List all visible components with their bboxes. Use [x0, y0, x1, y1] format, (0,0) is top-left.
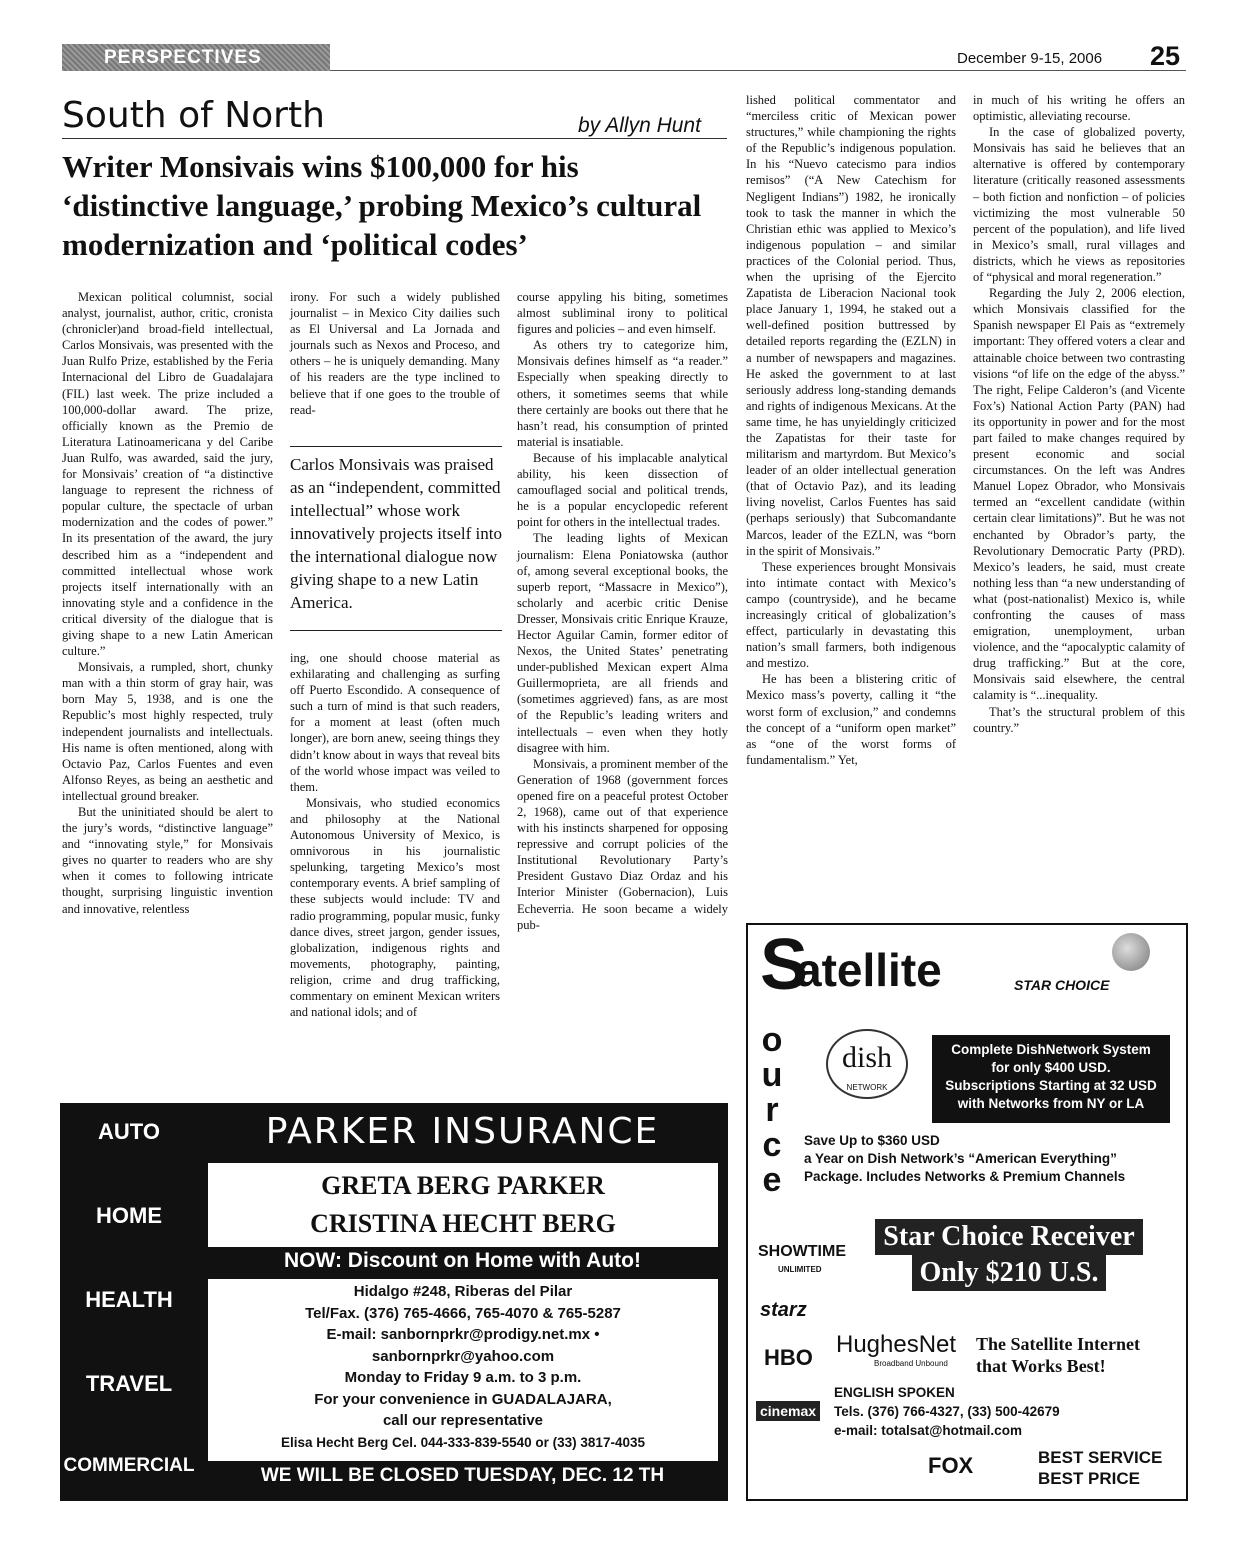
star-choice-logo: STAR CHOICE — [1014, 977, 1110, 993]
category-home: HOME — [96, 1203, 162, 1228]
paragraph: As others try to categorize him, Monsivais defines himself as “a reader.” Especially when speaking directly to others, it sometimes seems that while there certainly are books out there that he hasn’t read, his consumption of printed material is insatiable. — [517, 338, 728, 449]
paragraph: lished political commentator and “merciless critic of Mexican power structures,” while championing the rights of the Republic’s indigenous population. In his “Nuevo catecismo para indios remisos” (“A New Catechism for Negligent Indians”) 1982, he ironically took to task the manner in which the Christian ethic was applied to Mexico’s indigenous population – and similar practices of the Colonial period. Thus, when the uprising of the Ejercito Zapatista de Liberacion Nacional took place January 1, 1994, he staked out a well-defined position buttressed by detailed reports regarding the (EZLN) in a number of newspapers and magazines. He asked the government to at last seriously address long-standing demands and rights of indigenous Mexicans. At the same time, he has unyieldingly criticized the Zapatistas for their taste for militarism and martyrdom. But Mexico’s leader of an older intellectual generation (that of Octavio Paz), and its leading living novelist, Carlos Fuentes has said (perhaps seriously) that Subcomandante Marcos, leader of the EZLN, was “born in the spirit of Monsivais.” — [746, 93, 956, 558]
tagline-line: that Works Best! — [976, 1356, 1106, 1376]
address: Hidalgo #248, Riberas del Pilar — [353, 1283, 573, 1300]
agent-names — [208, 1163, 718, 1247]
convenience-note: For your convenience in GUADALAJARA, — [314, 1390, 612, 1408]
paragraph: Regarding the July 2, 2006 election, which Monsivais classified for the Spanish newspaper El Pais as “extremely important: They offered voters a clear and attainable choice between two contrasting visions “of life on the edge of the abyss.” The right, Felipe Calderon’s (and Vicente Fox’s) National Action Party (PAN) had its opportunity in power and for the most part failed to make changes required by present economic and social circumstances. On the left was Andres Manuel Lopez Obrador, who Monsivais termed an “excellent candidate (within certain clear limitations)”. But he was not enchanted by Obrador’s party, the Revolutionary Democratic Party (PRD). Mexico’s leaders, he said, must create nothing less than “a new understanding of what (post-nationalist) Mexico is, while confronting the causes of mass emigration, unemployment, urban violence, and the “apocalyptic calamity of drug trafficking.” But at the core, Monsivais said elsewhere, the central calamity is “...inequality. — [973, 286, 1185, 703]
dish-offer-box — [932, 1035, 1170, 1123]
hughesnet-logo: HughesNet — [836, 1331, 957, 1358]
paragraph: Because of his implacable analytical ability, his keen dissection of camouflaged social and political trends, he is a popular encyclopedic referent point for others in the intellectual trades. — [517, 450, 728, 530]
satellite-source-ad — [746, 923, 1188, 1501]
letter: e — [762, 1161, 782, 1199]
paragraph: The leading lights of Mexican journalism: Elena Poniatowska (author of, among several exceptional books, the superb report, “Massacre in Mexico”), scholarly and acerbic critic Denise Dresser, Monsivais critic Enrique Krauze, Hector Aguilar Camin, former editor of Nexos, the United States’ penetrating under-published Mexican expert Alma Guillermoprieta, are all friends and (sometimes aggrieved) fans, as are most of the Republic’s leading writers and intellectuals – even when they hotly disagree with him. — [517, 531, 728, 755]
paragraph: Mexican political columnist, social analyst, journalist, author, critic, cronista (chronicler)and broad-field intellectual, Carlos Monsivais, was presented with the Juan Rulfo Prize, established by the Feria Internacional del Libro de Guadalajara (FIL) last week. The prize included a 100,000-dollar award. The prize, officially known as the Premio de Literatura Latinoamericana y del Caribe Juan Rulfo, was awarded, said the jury, for Monsivais’ creation of “a distinctive language to represent the richness of popular culture, the spectacle of urban modernization and the codes of power.” In its presentation of the award, the jury described him as a “independent and committed intellectual whose work projects itself internationally with an innovating style and a confidence in the critical diversity of the dialogue that is giving shape to a new Latin American culture.” — [62, 290, 273, 659]
internet-tagline — [976, 1333, 1176, 1377]
header-rule — [330, 70, 1186, 71]
article-column-3 — [517, 289, 728, 933]
receiver-price: Only $210 U.S. — [912, 1255, 1107, 1291]
article-column-5 — [973, 92, 1185, 736]
closed-notice: WE WILL BE CLOSED TUESDAY, DEC. 12 TH — [260, 1465, 665, 1486]
phone: Tels. (376) 766-4327, (33) 500-42679 — [834, 1404, 1060, 1419]
paragraph: in much of his writing he offers an optimistic, alleviating recourse. — [973, 93, 1185, 124]
email: e-mail: totalsat@hotmail.com — [834, 1423, 1022, 1438]
receiver-offer — [870, 1219, 1148, 1299]
email: E-mail: sanbornprkr@prodigy.net.mx • — [326, 1326, 600, 1343]
agent-name: GRETA BERG PARKER — [321, 1171, 605, 1200]
issue-date: December 9-15, 2006 — [957, 50, 1103, 67]
byline: by Allyn Hunt — [578, 114, 701, 137]
letter: o — [761, 1021, 783, 1059]
paragraph: ing, one should choose material as exhilarating and challenging as surfing off Puerto Escondido. A consequence of such a turn of mind is that such readers, for a moment at least (often much longer), are born anew, seeing things they didn’t know about in ways that reveal bits of the world whose impact was veiled to them. — [290, 651, 500, 794]
article-column-2-top — [290, 289, 500, 418]
category-commercial: COMMERCIAL — [63, 1455, 195, 1476]
paragraph: course appyling his biting, sometimes almost subliminal irony to political figures and policies – and even himself. — [517, 290, 728, 337]
logo-satellite: atellite — [796, 944, 942, 996]
paragraph: These experiences brought Monsivais into intimate contact with Mexico’s campo (countryside), and he became increasingly critical of globalization’s effect, particularly in devastating this nation’s small farmers, both indigenous and mestizo. — [746, 559, 956, 671]
showtime-logo: SHOWTIME — [758, 1243, 846, 1260]
dish-network-label: NETWORK — [846, 1083, 888, 1092]
page-number: 25 — [1150, 41, 1181, 71]
logo-source-letters — [754, 1023, 790, 1198]
showtime-unlimited-label: UNLIMITED — [778, 1265, 822, 1274]
paragraph: Monsivais, a rumpled, short, chunky man with a thin storm of gray hair, was born May 5, 1938, and is one the Republic’s most highly respected, truly independent journalists and intellectuals. His name is often mentioned, along with Octavio Paz, Carlos Fuentes and even Alfonso Reyes, as being an aesthetic and intellectual ground breaker. — [62, 660, 273, 803]
section-label: PERSPECTIVES — [104, 47, 262, 68]
savings-line: Save Up to $360 USD — [804, 1133, 940, 1148]
article-column-2-bottom — [290, 650, 500, 1020]
satellite-contact — [834, 1383, 1060, 1440]
best-price: BEST PRICE — [1038, 1469, 1141, 1488]
category-travel: TRAVEL — [85, 1371, 173, 1396]
best-service-price — [1038, 1447, 1162, 1489]
hughesnet-tagline: Broadband Unbound — [874, 1359, 948, 1368]
paragraph: irony. For such a widely published journalist – in Mexico City dailies such as El Universal and La Jornada and journals such as Nexos and Proceso, and others – he is uniquely demanding. Many of his readers are the type inclined to believe that if one goes to the trouble of read- — [290, 290, 500, 417]
paragraph: He has been a blistering critic of Mexico mass’s poverty, calling it “the worst form of exclusion,” and condemns the concept of a “uniform open market” as “one of the worst forms of fundamentalism.” Yet, — [746, 672, 956, 767]
letter: u — [761, 1056, 783, 1094]
category-auto: AUTO — [98, 1119, 160, 1144]
receiver-line: Star Choice Receiver — [875, 1219, 1142, 1255]
offer-line: Complete DishNetwork System — [951, 1042, 1151, 1057]
savings-line: a Year on Dish Network’s “American Everything” — [804, 1151, 1117, 1166]
article-column-4 — [746, 92, 956, 768]
letter: r — [765, 1091, 779, 1129]
savings-text — [804, 1132, 1184, 1186]
savings-line: Package. Includes Networks & Premium Channels — [804, 1169, 1126, 1184]
headline: Writer Monsivais wins $100,000 for his ‘distinctive language,’ probing Mexico’s cultural modernization and ‘political codes’ — [62, 149, 702, 262]
title-rule — [62, 138, 727, 139]
offer-line: for only $400 USD. — [991, 1060, 1111, 1075]
paragraph: In the case of globalized poverty, Monsivais has said he believes that an alternative is offered by contemporary literature (critically reasoned assessments – both fiction and nonfiction – of policies victimizing the most vulnerable 50 percent of the population), and life lived in Mexico’s small, rural villages and districts, which he views as repositories of “physical and moral regeneration.” — [973, 125, 1185, 285]
phone: Tel/Fax. (376) 765-4666, 765-4070 & 765-5287 — [305, 1304, 621, 1322]
paragraph: But the uninitiated should be alert to the jury’s words, “distinctive language” and “innovating style,” for Monsivais gives no quarter to readers who are shy when it comes to following intricate thought, surprising linguistic invention and innovative, relentless — [62, 805, 273, 916]
english-spoken: ENGLISH SPOKEN — [834, 1385, 955, 1400]
pull-quote: Carlos Monsivais was praised as an “independent, committed intellectual” whose work innovatively projects itself into the international dialogue now giving shape to a new Latin America. — [290, 446, 502, 631]
contact-block — [208, 1279, 718, 1461]
tagline-line: The Satellite Internet — [976, 1334, 1140, 1354]
hbo-logo: HBO — [764, 1345, 813, 1370]
offer-line: Subscriptions Starting at 32 USD — [945, 1078, 1157, 1093]
email-2: sanbornprkr@yahoo.com — [371, 1347, 555, 1365]
hours: Monday to Friday 9 a.m. to 3 p.m. — [344, 1369, 582, 1386]
best-service: BEST SERVICE — [1038, 1448, 1163, 1467]
representative-note: call our representative — [382, 1412, 544, 1429]
category-health: HEALTH — [85, 1287, 173, 1312]
parker-insurance-ad — [60, 1103, 728, 1501]
column-name: South of North — [62, 95, 325, 136]
paragraph: Monsivais, who studied economics and philosophy at the National Autonomous University of Mexico, is omnivorous in his journalistic spelunking, targeting Mexico’s most contemporary events. A brief sampling of these subjects would include: TV and radio programming, popular music, funky dance dives, street jargon, gender issues, globalization, indigenous rights and movements, photography, painting, religion, crime and drug trafficking, commentary on eminent Mexican writers and national idols; and of — [290, 795, 500, 1020]
starz-logo: starz — [760, 1299, 807, 1321]
offer-line: with Networks from NY or LA — [957, 1096, 1145, 1111]
representative-phone: Elisa Hecht Berg Cel. 044-333-839-5540 or (33) 3817-4035 — [281, 1434, 645, 1450]
paragraph: Monsivais, a prominent member of the Generation of 1968 (government forces opened fire on a peaceful protest October 2, 1968), came out of that experience with his instincts sharpened for opposing repressive and corrupt policies of the Institutional Revolutionary Party’s President Gustavo Diaz Ordaz and his Interior Minister (Gobernacion), Luis Echeverria. He soon became a widely pub- — [517, 756, 728, 932]
agent-name: CRISTINA HECHT BERG — [310, 1209, 616, 1238]
globe-icon — [1112, 933, 1150, 971]
paragraph: That’s the structural problem of this country.” — [973, 704, 1185, 735]
logo-s: S — [760, 925, 809, 1005]
article-column-1 — [62, 289, 273, 917]
insurance-categories — [60, 1103, 198, 1501]
cinemax-logo: cinemax — [756, 1401, 820, 1421]
dish-network-logo: dish — [826, 1029, 908, 1099]
letter: c — [762, 1126, 782, 1164]
discount-banner: NOW: Discount on Home with Auto! — [284, 1249, 641, 1272]
ad-title: PARKER INSURANCE — [265, 1111, 660, 1152]
fox-logo: FOX — [928, 1453, 974, 1478]
